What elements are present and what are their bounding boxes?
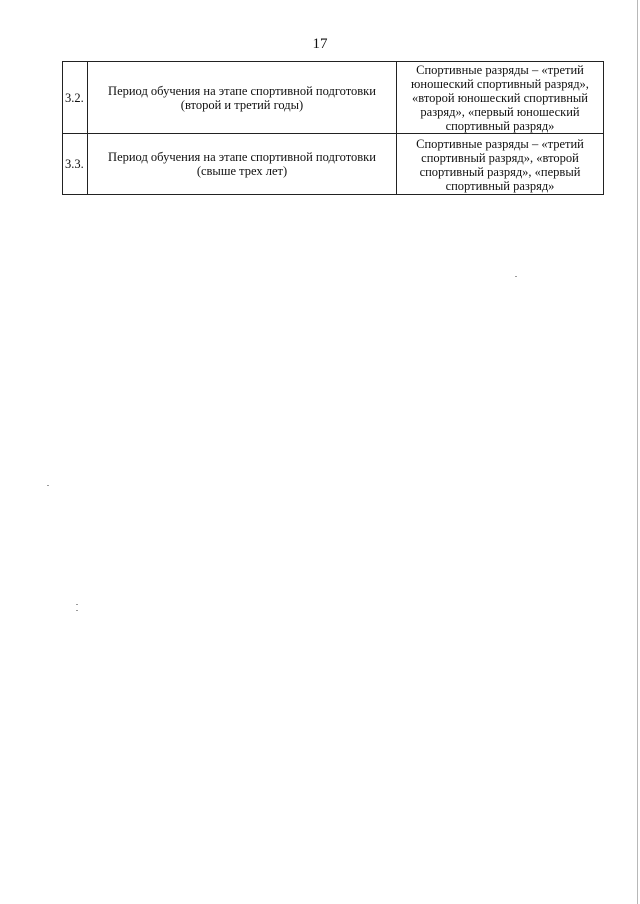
row-number-cell: 3.2.: [63, 62, 88, 134]
training-period-line: Период обучения на этапе спортивной подготовки: [108, 83, 376, 98]
sports-grades-cell: [397, 134, 604, 195]
training-period-line: Период обучения на этапе спортивной подготовки: [108, 150, 376, 164]
scan-speck: [76, 610, 78, 611]
sports-grades-table: [62, 61, 604, 195]
sports-grades-cell: [397, 62, 604, 134]
sports-grades-line: спортивный разряд»: [445, 178, 555, 193]
training-period-line: (свыше трех лет): [196, 164, 288, 178]
row-number-cell: 3.3.: [63, 134, 88, 195]
scan-speck: [515, 276, 517, 277]
training-period-cell: [88, 134, 397, 195]
sports-grades-line: разряд», «первый юношеский: [420, 105, 580, 119]
training-period-line: (второй и третий годы): [180, 97, 304, 112]
table-row: [63, 134, 604, 195]
scan-speck: [76, 604, 78, 605]
sports-grades-line: спортивный разряд»: [445, 119, 555, 133]
sports-grades-line: Спортивные разряды – «третий: [416, 136, 584, 151]
scan-speck: [47, 485, 49, 486]
sports-grades-line: спортивный разряд», «первый: [419, 164, 581, 179]
page-number: 17: [312, 36, 328, 52]
sports-grades-line: «второй юношеский спортивный: [412, 91, 588, 105]
table-row: [63, 62, 604, 134]
page-edge-line: [637, 0, 638, 904]
sports-grades-line: юношеский спортивный разряд»,: [411, 77, 589, 91]
sports-grades-line: спортивный разряд», «второй: [421, 150, 579, 165]
sports-grades-line: Спортивные разряды – «третий: [416, 63, 584, 77]
training-period-cell: [88, 62, 397, 134]
